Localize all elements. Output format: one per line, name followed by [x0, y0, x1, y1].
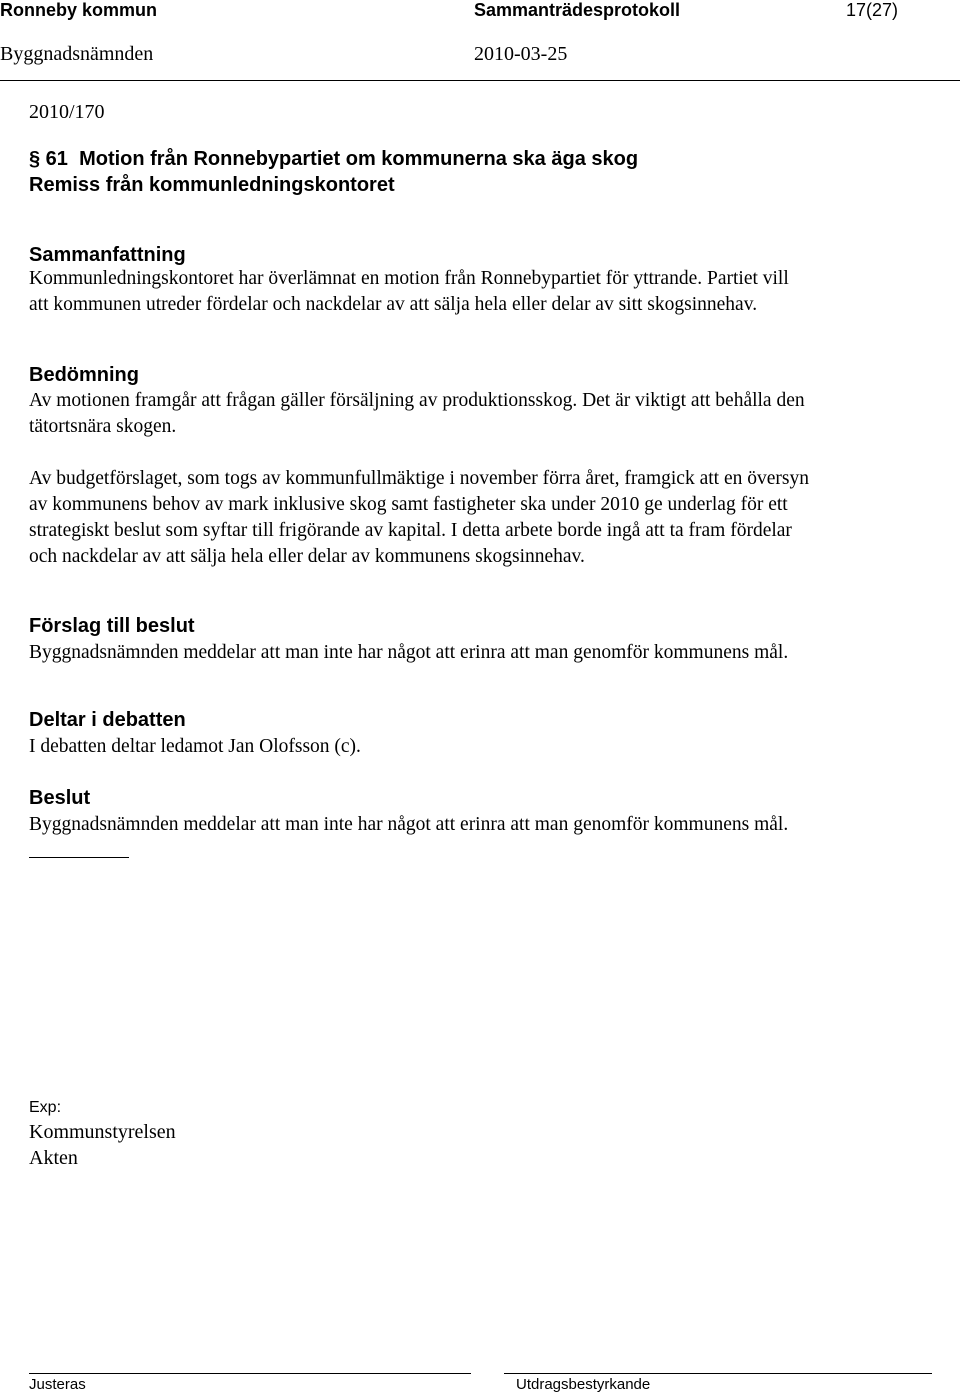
budget-paragraph-line-2: av kommunens behov av mark inklusive skog samt fastigheter ska under 2010 ge underlag för ett — [29, 494, 788, 515]
header-page-number: 17(27) — [846, 0, 899, 20]
footer-utdrag-line — [504, 1373, 932, 1374]
budget-paragraph-line-4: och nackdelar av att sälja hela eller delar av kommunens skogsinnehav. — [29, 546, 585, 567]
bedomning-line-1: Av motionen framgår att frågan gäller försäljning av produktionsskog. Det är viktigt att behålla den — [29, 390, 805, 411]
header-committee: Byggnadsnämnden — [0, 43, 154, 65]
bedomning-line-2: tätortsnära skogen. — [29, 416, 177, 437]
heading-bedomning: Bedömning — [29, 364, 139, 386]
deltar-text: I debatten deltar ledamot Jan Olofsson (c). — [29, 736, 361, 757]
forslag-text: Byggnadsnämnden meddelar att man inte har något att erinra att man genomför kommunens mål. — [29, 642, 789, 663]
expedition-recipient-2: Akten — [29, 1147, 78, 1169]
footer-utdragsbestyrkande: Utdragsbestyrkande — [516, 1376, 651, 1393]
heading-forslag-till-beslut: Förslag till beslut — [29, 615, 195, 637]
case-number: 2010/170 — [29, 101, 105, 123]
title-remiss: Remiss från kommunledningskontoret — [29, 174, 395, 196]
footer-justeras-line — [29, 1373, 471, 1374]
heading-deltar-i-debatten: Deltar i debatten — [29, 709, 186, 731]
header-municipality: Ronneby kommun — [0, 0, 158, 20]
header-divider — [0, 80, 960, 81]
header-date: 2010-03-25 — [474, 43, 568, 65]
heading-sammanfattning: Sammanfattning — [29, 244, 186, 266]
expedition-recipient-1: Kommunstyrelsen — [29, 1121, 176, 1143]
budget-paragraph-line-1: Av budgetförslaget, som togs av kommunfullmäktige i november förra året, framgick att en översyn — [29, 468, 809, 489]
budget-paragraph-line-3: strategiskt beslut som syftar till frigörande av kapital. I detta arbete borde ingå att ta fram fördelar — [29, 520, 792, 541]
footer-justeras: Justeras — [29, 1376, 86, 1393]
section-title-line1 — [29, 148, 638, 171]
sammanfattning-line-2: att kommunen utreder fördelar och nackdelar av att sälja hela eller delar av sitt skogsinnehav. — [29, 294, 758, 315]
expedition-label: Exp: — [29, 1099, 62, 1116]
title-motion: Motion från Ronnebypartiet om kommunerna ska äga skog — [79, 148, 639, 170]
end-of-decision-line — [29, 857, 129, 858]
beslut-text: Byggnadsnämnden meddelar att man inte har något att erinra att man genomför kommunens mål. — [29, 814, 789, 835]
sammanfattning-line-1: Kommunledningskontoret har överlämnat en motion från Ronnebypartiet för yttrande. Partiet vill — [29, 268, 789, 289]
header-doc-type: Sammanträdesprotokoll — [474, 0, 681, 20]
section-number: § 61 — [29, 148, 68, 170]
heading-beslut: Beslut — [29, 787, 91, 809]
